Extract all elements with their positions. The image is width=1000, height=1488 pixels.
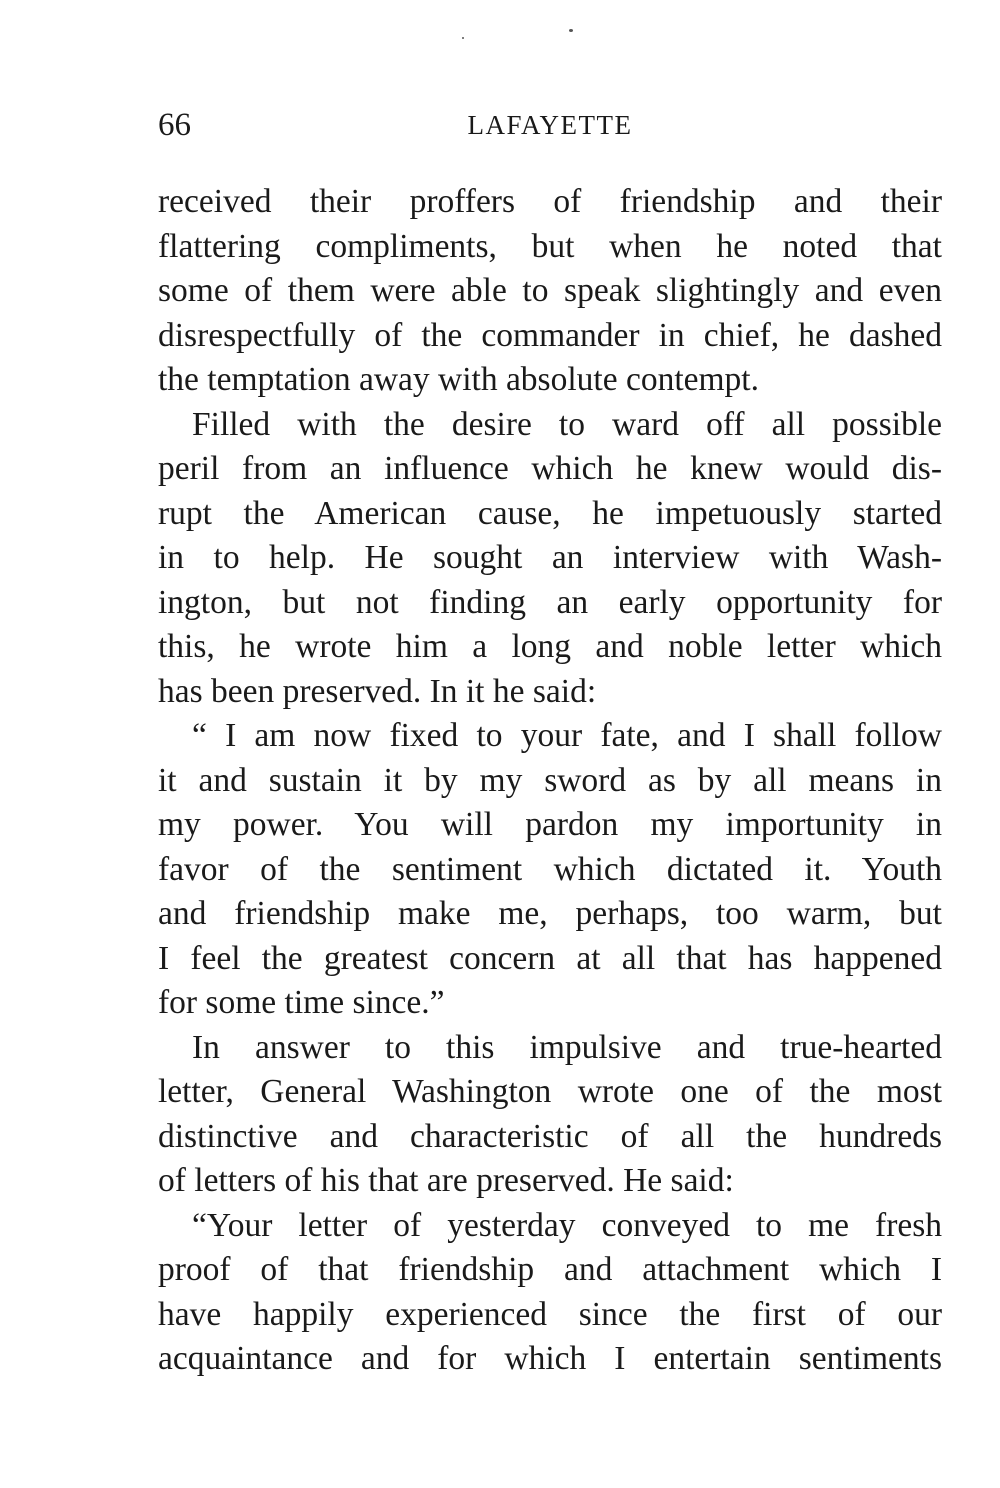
page-header	[158, 100, 942, 150]
text-line: “Your letter of yesterday conveyed to me fresh	[192, 1206, 942, 1244]
scan-speck	[462, 37, 464, 39]
text-line: flattering compliments, but when he noted that	[158, 227, 942, 265]
text-line: has been preserved. In it he said:	[158, 672, 597, 710]
text-line: In answer to this impulsive and true-hearted	[192, 1028, 942, 1066]
text-line: acquaintance and for which I entertain sentiments	[158, 1340, 942, 1377]
text-line: disrespectfully of the commander in chief, he dashed	[158, 316, 942, 354]
text-line: ington, but not finding an early opportunity for	[158, 583, 942, 621]
page-number: 66	[158, 107, 191, 143]
text-line: distinctive and characteristic of all the hundreds	[158, 1117, 942, 1155]
text-line: some of them were able to speak slightingly and even	[158, 272, 942, 309]
text-line: and friendship make me, perhaps, too warm, but	[158, 895, 942, 932]
text-line: my power. You will pardon my importunity in	[158, 806, 942, 843]
text-line: I feel the greatest concern at all that has happened	[158, 939, 942, 977]
text-line: peril from an influence which he knew would dis-	[158, 450, 942, 487]
text-line: for some time since.”	[158, 984, 445, 1021]
running-head: LAFAYETTE	[467, 110, 633, 140]
text-line: the temptation away with absolute contempt.	[158, 361, 759, 398]
text-line: of letters of his that are preserved. He said:	[158, 1162, 734, 1199]
text-line: received their proffers of friendship and their	[158, 183, 942, 220]
body-text	[158, 180, 942, 1382]
text-line: it and sustain it by my sword as by all means in	[158, 761, 942, 799]
text-line: favor of the sentiment which dictated it. Youth	[158, 850, 942, 888]
text-line: letter, General Washington wrote one of the most	[158, 1073, 942, 1110]
text-line: rupt the American cause, he impetuously started	[158, 494, 942, 532]
text-line: have happily experienced since the first of our	[158, 1295, 942, 1333]
scan-speck	[569, 29, 573, 32]
text-line: “ I am now fixed to your fate, and I shall follow	[192, 717, 942, 754]
text-line: proof of that friendship and attachment which I	[158, 1251, 942, 1288]
text-line: in to help. He sought an interview with Wash-	[158, 539, 942, 576]
text-line: this, he wrote him a long and noble letter which	[158, 628, 942, 665]
text-line: Filled with the desire to ward off all possible	[192, 405, 942, 443]
